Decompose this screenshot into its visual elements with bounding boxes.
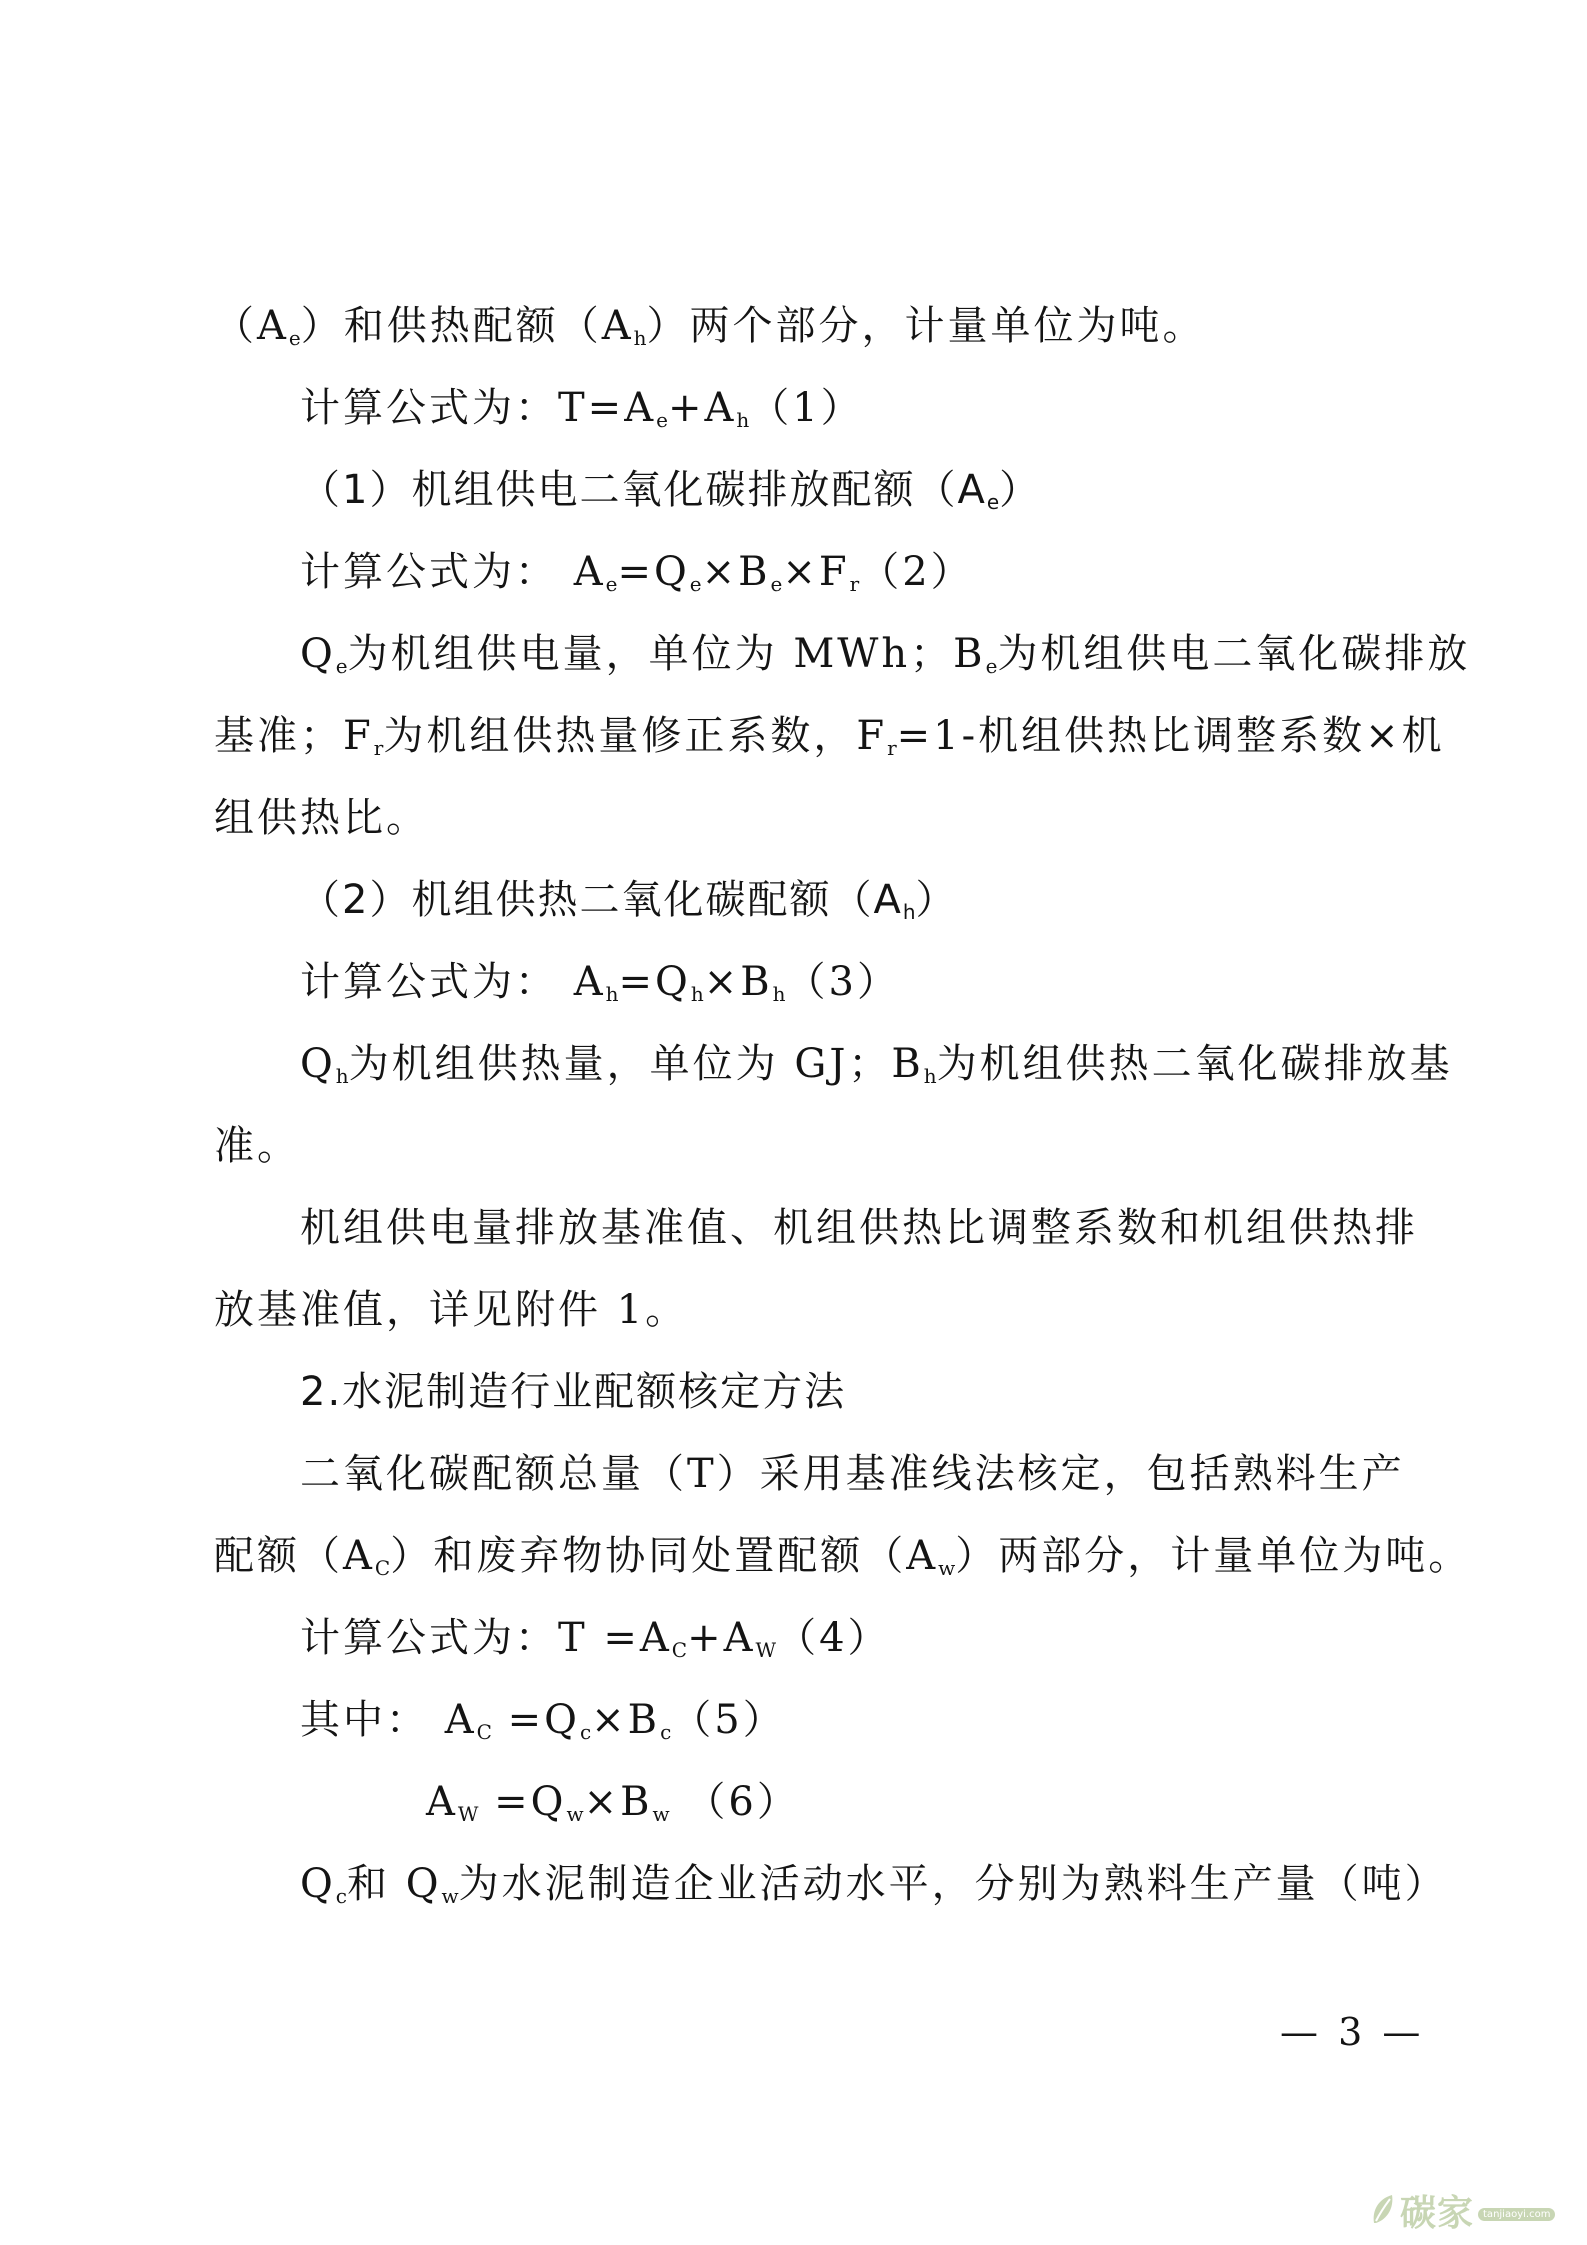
subscript: e [985, 654, 998, 678]
subscript: r [887, 736, 897, 760]
subscript: h [335, 1064, 349, 1088]
subscript: W [457, 1802, 479, 1826]
text-span: 为机组供热量修正系数，F [383, 713, 888, 759]
subscript: r [849, 572, 860, 596]
formula-line [300, 1694, 786, 1758]
subscript: h [902, 900, 916, 924]
leaf-icon [1370, 2193, 1396, 2227]
subscript: e [335, 654, 348, 678]
subscript: w [938, 1556, 956, 1580]
formula-line [300, 1612, 891, 1676]
text-span: A [426, 1779, 458, 1825]
subscript: h [772, 982, 786, 1006]
paragraph-line [300, 1202, 1418, 1254]
subsection-heading [300, 464, 1041, 528]
subscript: c [660, 1720, 672, 1744]
text-span: ） [999, 467, 1042, 513]
text-span: 准。 [214, 1123, 300, 1169]
text-span: （4） [776, 1615, 891, 1661]
paragraph-line [214, 1120, 300, 1172]
text-span: （1）机组供电二氧化碳排放配额（A [300, 467, 987, 513]
subscript: h [605, 982, 619, 1006]
text-span: Q [300, 631, 336, 677]
text-span: =1-机组供热比调整系数×机 [896, 713, 1445, 759]
text-span: （6） [669, 1779, 800, 1825]
subscript: h [736, 408, 750, 432]
subscript: e [605, 572, 618, 596]
paragraph-line [300, 1038, 1453, 1102]
subscript: h [633, 326, 647, 350]
text-span: （3） [785, 959, 900, 1005]
paragraph-line [214, 300, 1206, 364]
subscript: C [671, 1638, 688, 1662]
text-span: 为机组供热二氧化碳排放基 [936, 1041, 1453, 1087]
text-span: （2） [859, 549, 974, 595]
text-span: 计算公式为：T=A [300, 385, 657, 431]
text-span: Q [300, 1861, 336, 1907]
text-span: ）两部分，计量单位为吨。 [955, 1533, 1472, 1579]
text-span: ×B [583, 1779, 653, 1825]
subscript: C [374, 1556, 391, 1580]
subscript: e [288, 326, 301, 350]
subscript: e [770, 572, 783, 596]
subscript: r [373, 736, 384, 760]
text-span: 配额（A [214, 1533, 375, 1579]
text-span: 为水泥制造企业活动水平，分别为熟料生产量（吨） [458, 1861, 1448, 1907]
page-number: — 3 — [1280, 2010, 1425, 2054]
text-span: 和 Q [347, 1861, 442, 1907]
paragraph-line [214, 1530, 1471, 1594]
subscript: e [656, 408, 668, 432]
text-span: （A [214, 303, 289, 349]
paragraph-line [214, 792, 429, 844]
formula-line [300, 382, 864, 446]
text-span: 为机组供电二氧化碳排放 [997, 631, 1471, 677]
subscript: e [689, 572, 702, 596]
text-span: ×B [701, 549, 771, 595]
text-span: 计算公式为： A [300, 549, 606, 595]
text-span: 二氧化碳配额总量（T）采用基准线法核定，包括熟料生产 [300, 1451, 1405, 1497]
text-span: 基准；F [214, 713, 374, 759]
text-span: 为机组供热量，单位为 GJ；B [348, 1041, 924, 1087]
formula-line [300, 956, 900, 1020]
watermark-url: tanjiaoyi.com [1478, 2208, 1555, 2221]
text-span: （2）机组供热二氧化碳配额（A [300, 877, 903, 923]
text-span: =Q [617, 549, 690, 595]
text-span: ）和废弃物协同处置配额（A [390, 1533, 939, 1579]
formula-line [426, 1776, 800, 1840]
text-span: =Q [618, 959, 691, 1005]
text-span: ×F [782, 549, 850, 595]
text-span: 2.水泥制造行业配额核定方法 [300, 1369, 847, 1415]
subscript: c [579, 1720, 592, 1744]
text-span: 为机组供电量，单位为 MWh；B [347, 631, 986, 677]
subscript: w [566, 1802, 584, 1826]
subscript: w [441, 1884, 459, 1908]
subscript: C [476, 1720, 492, 1744]
text-span: 其中： A [300, 1697, 477, 1743]
text-span: +A [667, 385, 737, 431]
section-heading [300, 1366, 846, 1418]
subscript: w [652, 1802, 670, 1826]
subscript: h [923, 1064, 937, 1088]
text-span: 计算公式为： A [300, 959, 606, 1005]
subscript: h [690, 982, 704, 1006]
watermark [1370, 2185, 1570, 2235]
paragraph-line [300, 1858, 1448, 1922]
text-span: ）两个部分，计量单位为吨。 [646, 303, 1206, 349]
subscript: e [986, 490, 1000, 514]
text-span: ×B [703, 959, 773, 1005]
text-span: （1） [749, 385, 864, 431]
paragraph-line [214, 1284, 688, 1336]
text-span: +A [687, 1615, 756, 1661]
paragraph-line [300, 628, 1470, 692]
text-span: 放基准值，详见附件 1。 [214, 1287, 689, 1333]
text-span: 计算公式为：T =A [300, 1615, 672, 1661]
subscript: c [335, 1884, 347, 1908]
text-span: ） [915, 877, 958, 923]
text-span: =Q [491, 1697, 580, 1743]
subscript: W [755, 1638, 777, 1662]
text-span: ）和供热配额（A [300, 303, 634, 349]
text-span: ×B [591, 1697, 661, 1743]
subsection-heading [300, 874, 958, 938]
paragraph-line [300, 1448, 1405, 1500]
formula-line [300, 546, 974, 610]
text-span: =Q [478, 1779, 567, 1825]
text-span: 组供热比。 [214, 795, 429, 841]
paragraph-line [214, 710, 1445, 774]
watermark-text: 碳家 [1400, 2192, 1475, 2234]
text-span: （5） [671, 1697, 786, 1743]
text-span: Q [300, 1041, 336, 1087]
text-span: 机组供电量排放基准值、机组供热比调整系数和机组供热排 [300, 1205, 1418, 1251]
